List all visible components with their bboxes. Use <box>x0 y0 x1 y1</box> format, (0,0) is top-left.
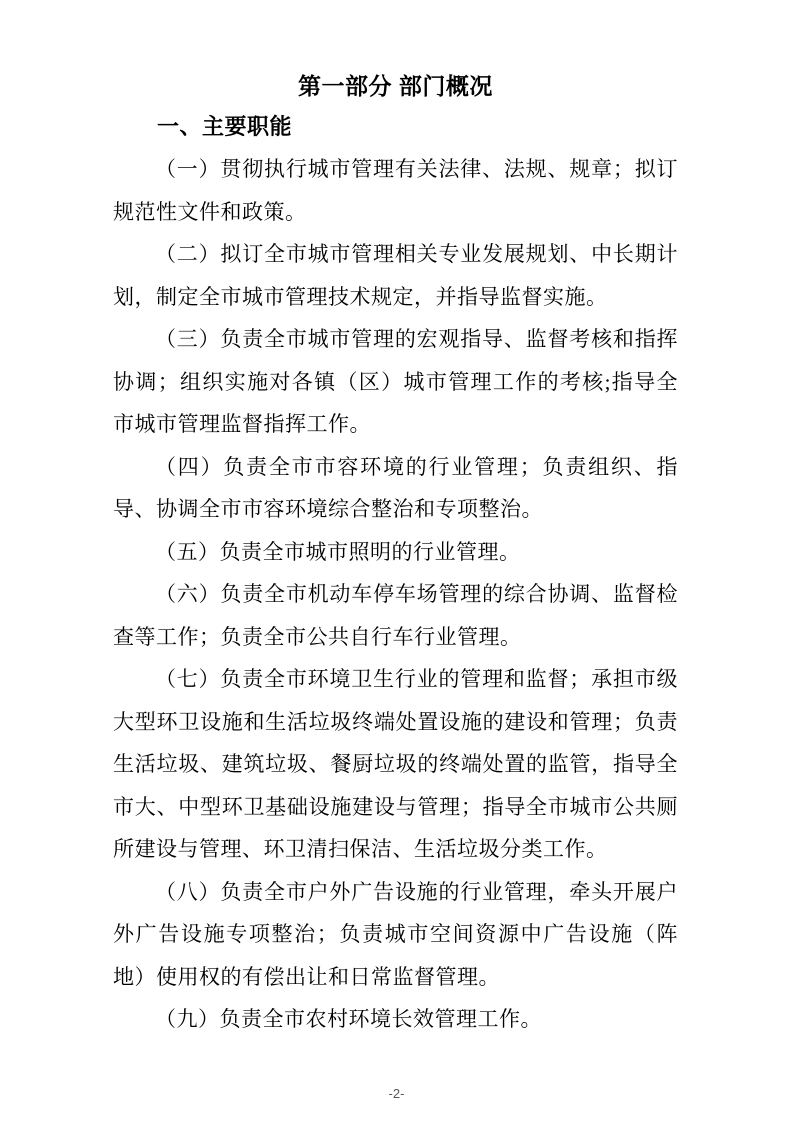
paragraph-4: （四）负责全市市容环境的行业管理；负责组织、指导、协调全市市容环境综合整治和专项整治。 <box>113 454 678 521</box>
paragraph-7: （七）负责全市环境卫生行业的管理和监督；承担市级大型环卫设施和生活垃圾终端处置设施的建设和管理；负责生活垃圾、建筑垃圾、餐厨垃圾的终端处置的监管，指导全市大、中型环卫基础设施建设与管理；指导全市城市公共厕所建设与管理、环卫清扫保洁、生活垃圾分类工作。 <box>113 667 678 861</box>
document-content <box>113 66 678 1041</box>
page-number: -2- <box>388 1086 405 1101</box>
paragraph-6: （六）负责全市机动车停车场管理的综合协调、监督检查等工作；负责全市公共自行车行业管理。 <box>113 582 678 649</box>
paragraph-9: （九）负责全市农村环境长效管理工作。 <box>155 1007 542 1031</box>
paragraph-1: （一）贯彻执行城市管理有关法律、法规、规章；拟订规范性文件和政策。 <box>113 157 678 224</box>
paragraph-3: （三）负责全市城市管理的宏观指导、监督考核和指挥协调；组织实施对各镇（区）城市管理工作的考核;指导全市城市管理监督指挥工作。 <box>113 327 678 436</box>
paragraph-2: （二）拟订全市城市管理相关专业发展规划、中长期计划，制定全市城市管理技术规定，并指导监督实施。 <box>113 242 678 309</box>
document-title: 第一部分 部门概况 <box>298 73 493 99</box>
document-body <box>113 148 678 1041</box>
section-heading: 一、主要职能 <box>157 114 293 139</box>
page-footer <box>0 1086 793 1101</box>
paragraph-5: （五）负责全市城市照明的行业管理。 <box>155 539 521 564</box>
paragraph-8: （八）负责全市户外广告设施的行业管理，牵头开展户外广告设施专项整治；负责城市空间资源中广告设施（阵地）使用权的有偿出让和日常监督管理。 <box>113 879 678 989</box>
